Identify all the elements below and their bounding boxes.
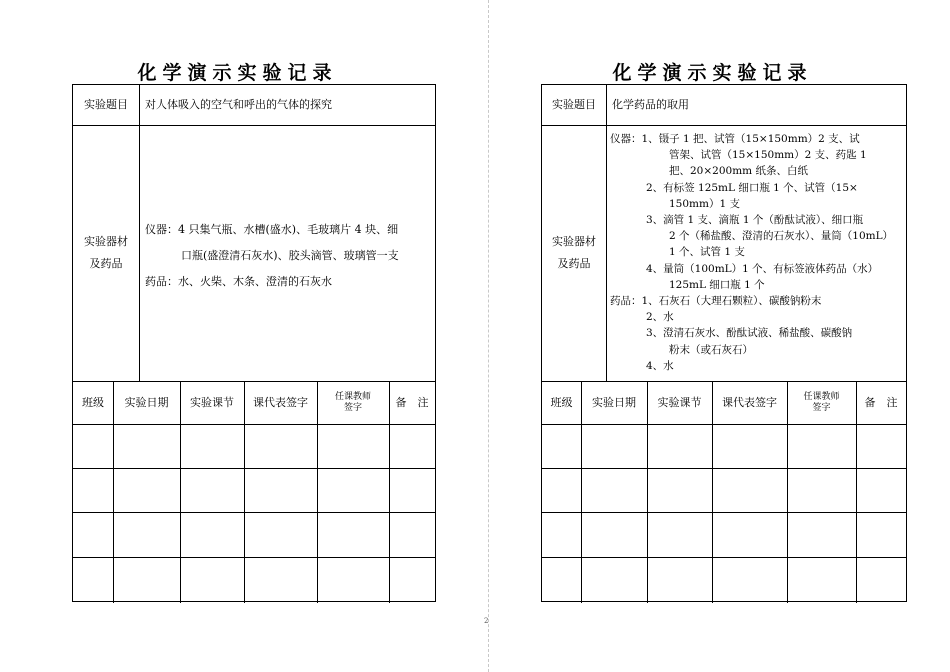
header-teacher-sign: 任课教师 签字 — [803, 391, 840, 413]
header-period: 实验课节 — [190, 395, 234, 409]
topic-value: 化学药品的取用 — [612, 98, 689, 111]
header-rep-sign: 课代表签字 — [722, 395, 777, 409]
header-remarks: 备 注 — [864, 395, 898, 409]
header-rep-sign: 课代表签字 — [253, 395, 308, 409]
header-remarks: 备 注 — [395, 395, 429, 409]
header-class: 班级 — [82, 395, 104, 409]
sheet-title: 化学演示实验记录 — [137, 62, 338, 84]
header-class: 班级 — [550, 395, 573, 409]
topic-label: 实验题目 — [552, 98, 596, 111]
header-period: 实验课节 — [657, 395, 702, 409]
header-date: 实验日期 — [124, 395, 169, 409]
header-date: 实验日期 — [592, 395, 636, 409]
header-teacher-sign: 任课教师 签字 — [334, 391, 371, 413]
record-table — [541, 84, 907, 602]
equip-content: 仪器：4 只集气瓶、水槽(盛水)、毛玻璃片 4 块、细 口瓶(盛澄清石灰水)、胶头滴管、玻璃管一支 药品：水、火柴、木条、澄清的石灰水 — [145, 223, 399, 288]
page-number: 2 — [484, 617, 489, 625]
record-table — [72, 84, 436, 602]
record-sheet-right — [475, 0, 950, 672]
topic-value: 对人体吸入的空气和呼出的气体的探究 — [145, 98, 332, 111]
equip-label: 实验器材 及药品 — [84, 235, 128, 270]
topic-label: 实验题目 — [84, 98, 128, 111]
equip-label: 实验器材 及药品 — [552, 235, 596, 270]
equip-content: 仪器：1、镊子 1 把、试管（15×150mm）2 支、试 管架、试管（15×150mm）2 支、药匙 1 把、20×200mm 纸条、白纸 2、有标签 125mL 细口瓶 1 个、试管（15× 150mm）1 支 3、滴管 1 支、滴瓶 1 个（酚酞试液）、细口瓶 2 个（稀盐酸、澄清的石灰水）、量筒（10mL） 1 个、试管 1 支 4、量筒（100mL）1 个、有标签液体药品（水） 125mL 细口瓶 1 个 药品：1、石灰石（大理石颗粒）、碳酸钠粉末 2、水 3、澄清石灰水、酚酞试液、稀盐酸、碳酸钠 粉末（或石灰石） 4、水 — [610, 133, 894, 372]
sheet-title: 化学演示实验记录 — [612, 62, 813, 84]
